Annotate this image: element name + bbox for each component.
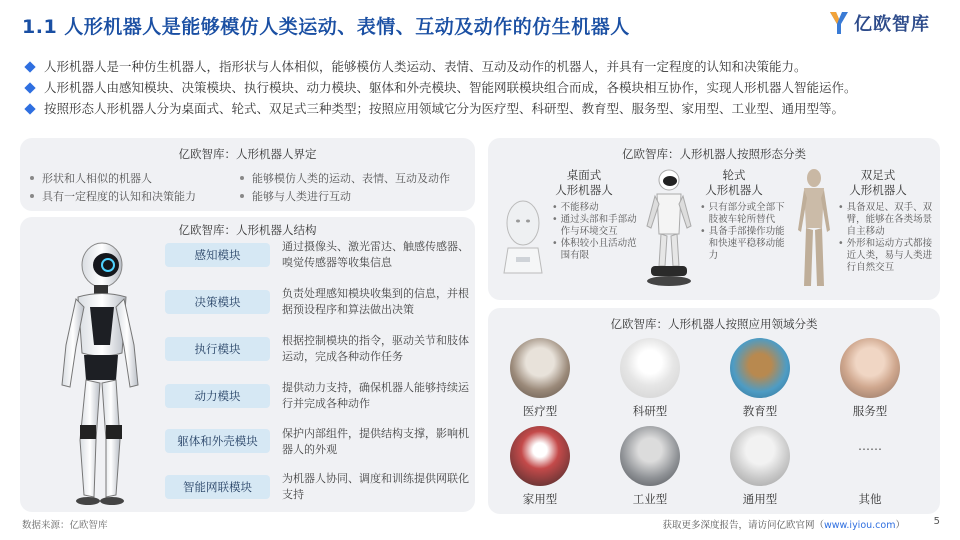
desktop-robot-image	[498, 193, 548, 275]
module-perception: 感知模块	[165, 243, 270, 267]
wheeled-robot-image	[643, 166, 695, 294]
app-research: 科研型	[610, 338, 690, 419]
logo-icon	[828, 10, 850, 36]
industrial-robot-image	[620, 426, 680, 486]
humanoid-robot-image	[50, 235, 150, 510]
service-robot-image	[840, 338, 900, 398]
definition-item: 形状和人相似的机器人	[30, 170, 230, 186]
definition-item: 具有一定程度的认知和决策能力	[30, 188, 230, 204]
form-desktop-name: 桌面式 人形机器人	[555, 168, 613, 197]
definition-item: 能够模仿人类的运动、表情、互动及动作	[240, 170, 470, 186]
intro-bullets	[24, 56, 944, 119]
app-education: 教育型	[720, 338, 800, 419]
module-body-shell-desc: 保护内部组件，提供结构支撑，影响机器人的外观	[282, 427, 469, 456]
footer-text: 获取更多深度报告，请访问亿欧官网（www.iyiou.com）	[662, 520, 905, 531]
form-wheeled-name: 轮式 人形机器人	[705, 168, 763, 197]
research-robot-image	[620, 338, 680, 398]
module-body-shell: 躯体和外壳模块	[165, 429, 270, 453]
website-link[interactable]: www.iyiou.com	[823, 520, 896, 531]
module-power: 动力模块	[165, 384, 270, 408]
module-power-desc: 提供动力支持，确保机器人能够持续运行并完成各种动作	[282, 381, 469, 410]
structure-panel	[20, 217, 475, 512]
medical-robot-image	[510, 338, 570, 398]
general-robot-image	[730, 426, 790, 486]
logo	[828, 10, 930, 36]
bullet-item: 人形机器人由感知模块、决策模块、执行模块、动力模块、躯体和外壳模块、智能网联模块组合而成，各模块相互协作，实现人形机器人智能运作。	[24, 77, 944, 98]
form-biped-bullets: • 具备双足、双手、双臂，能够在各类场景自主移动 • 外形和运动方式都接近人类，易与人类进行自然交互	[838, 202, 935, 274]
page-title: 1.1 人形机器人是能够模仿人类运动、表情、互动及动作的仿生机器人	[22, 16, 630, 38]
form-wheeled-bullets: • 只有部分或全部下肢被车轮所替代 • 具备手部操作功能和快速平稳移动能力	[700, 202, 790, 262]
module-network-desc: 为机器人协同、调度和训练提供网联化支持	[282, 472, 469, 501]
module-decision-desc: 负责处理感知模块收集到的信息，并根据预设程序和算法做出决策	[282, 287, 469, 316]
definition-item: 能够与人类进行互动	[240, 188, 470, 204]
module-execution: 执行模块	[165, 337, 270, 361]
app-medical: 医疗型	[500, 338, 580, 419]
app-general: 通用型	[720, 426, 800, 507]
app-industrial: 工业型	[610, 426, 690, 507]
bullet-item: 人形机器人是一种仿生机器人，指形状与人体相似，能够模仿人类运动、表情、互动及动作的机器人，并具有一定程度的认知和决策能力。	[24, 56, 944, 77]
data-source: 数据来源：亿欧智库	[22, 520, 108, 531]
page-number: 5	[933, 516, 940, 527]
ellipsis-text: ……	[858, 439, 882, 453]
household-robot-image	[510, 426, 570, 486]
application-panel	[488, 308, 940, 514]
module-perception-desc: 通过摄像头、激光雷达、触感传感器、嗅觉传感器等收集信息	[282, 240, 469, 269]
form-panel	[488, 138, 940, 300]
diamond-icon	[24, 82, 35, 93]
form-desktop-bullets: • 不能移动 • 通过头部和手部动作与环境交互 • 体积较小且活动范围有限	[552, 202, 640, 262]
application-title: 亿欧智库：人形机器人按照应用领域分类	[610, 317, 818, 331]
module-decision: 决策模块	[165, 290, 270, 314]
definition-panel	[20, 138, 475, 211]
diamond-icon	[24, 61, 35, 72]
definition-title: 亿欧智库：人形机器人界定	[178, 147, 317, 161]
structure-title: 亿欧智库：人形机器人结构	[178, 223, 317, 237]
form-biped-name: 双足式 人形机器人	[849, 168, 907, 197]
form-title: 亿欧智库：人形机器人按照形态分类	[622, 147, 806, 161]
app-other: …… 其他	[830, 426, 910, 507]
module-network: 智能网联模块	[165, 475, 270, 499]
module-execution-desc: 根据控制模块的指令，驱动关节和肢体运动，完成各种动作任务	[282, 334, 469, 363]
app-household: 家用型	[500, 426, 580, 507]
app-service: 服务型	[830, 338, 910, 419]
logo-text: 亿欧智库	[854, 14, 930, 35]
education-robot-image	[730, 338, 790, 398]
diamond-icon	[24, 103, 35, 114]
bullet-item: 按照形态人形机器人分为桌面式、轮式、双足式三种类型；按照应用领域它分为医疗型、科研型、教育型、服务型、家用型、工业型、通用型等。	[24, 98, 944, 119]
